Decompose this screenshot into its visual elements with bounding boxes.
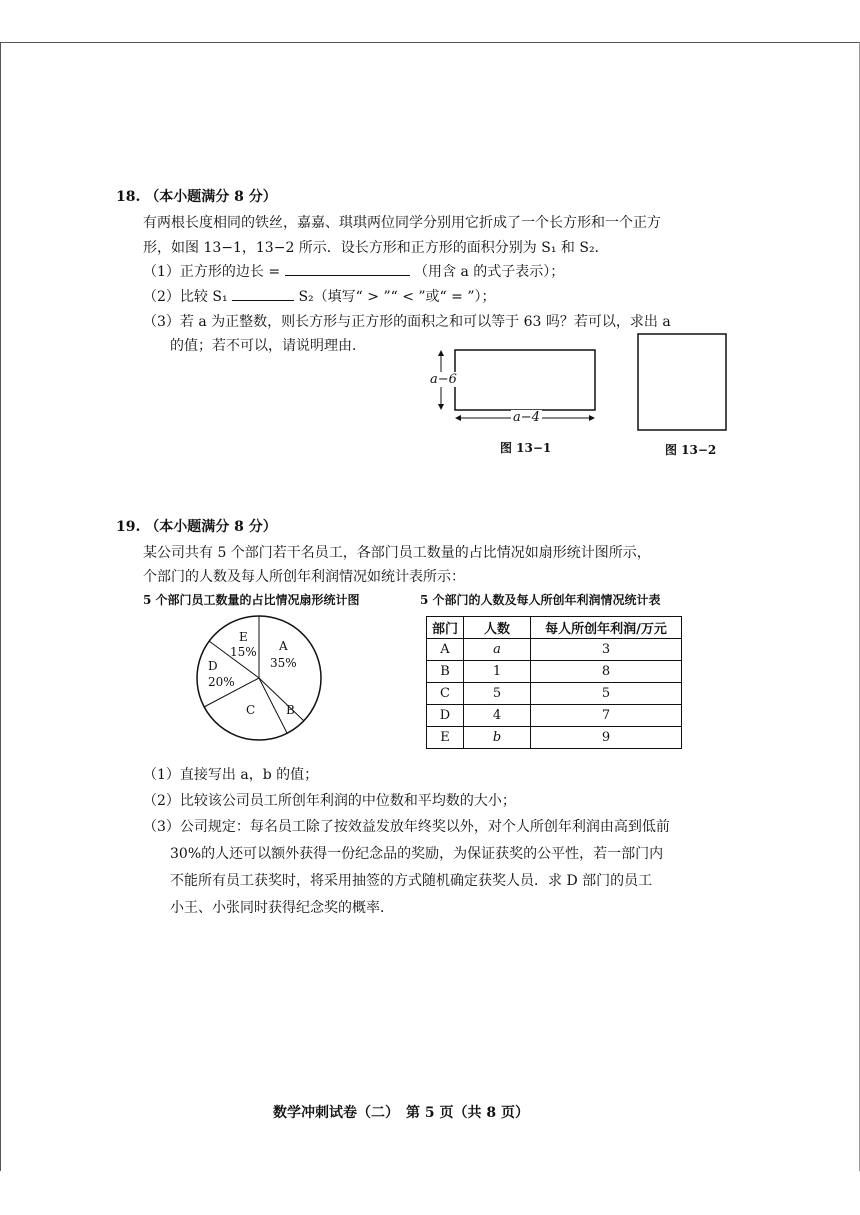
q18-points: （本小题满分 8 分） <box>145 189 277 205</box>
pie-slice-b: B <box>286 703 295 717</box>
q19-part3-line4: 小王、小张同时获得纪念奖的概率． <box>170 900 394 916</box>
table-cell: 5 <box>464 683 531 705</box>
table-cell: b <box>464 727 531 749</box>
q18-part1-text: （1）正方形的边长 = <box>143 264 281 280</box>
table-cell: E <box>427 727 464 749</box>
pie-divider-ab <box>259 678 304 721</box>
q19-part3-line1: （3）公司规定：每名员工除了按效益发放年终奖以外，对个人所创年利润由高到低前 <box>143 819 670 835</box>
table-cell: 9 <box>531 727 682 749</box>
table-cell: C <box>427 683 464 705</box>
pie-slice-d-pct: 20% <box>208 675 235 689</box>
pie-slice-a-name: A <box>279 639 288 653</box>
q19-points: （本小题满分 8 分） <box>145 519 277 535</box>
q18-part1-hint: （用含 a 的式子表示）； <box>414 264 565 280</box>
q18-part3-line1: （3）若 a 为正整数，则长方形与正方形的面积之和可以等于 63 吗？若可以，求出 a <box>143 314 671 330</box>
table-cell: 7 <box>531 705 682 727</box>
q18-part1 <box>143 261 564 281</box>
q18-part2-answer-blank[interactable] <box>232 286 294 301</box>
q18-part3-line2: 的值；若不可以，请说明理由． <box>170 338 366 354</box>
q18-intro-line1: 有两根长度相同的铁丝，嘉嘉、琪琪两位同学分别用它折成了一个长方形和一个正方 <box>143 215 661 231</box>
q18-header <box>116 186 277 206</box>
fig1-caption: 图 13−1 <box>500 441 552 455</box>
q18-intro-line2: 形，如图 13−1，13−2 所示．设长方形和正方形的面积分别为 S₁ 和 S₂． <box>143 240 609 256</box>
pie-slice-c: C <box>246 703 256 717</box>
table-header-profit: 每人所创年利润/万元 <box>531 617 682 639</box>
q18-part2-hint: S₂（填写“ > ”“ < ”或“ = ”）； <box>298 289 496 305</box>
table-cell: 1 <box>464 661 531 683</box>
pie-slice-d-name: D <box>208 659 218 673</box>
pie-slice-e-pct: 15% <box>230 645 257 659</box>
table-row <box>427 727 682 749</box>
table-cell: 3 <box>531 639 682 661</box>
table-cell: 8 <box>531 661 682 683</box>
q18-part2-text: （2）比较 S₁ <box>143 289 228 305</box>
table-row <box>427 705 682 727</box>
fig1-height-label: a−6 <box>430 372 457 387</box>
q19-part2: （2）比较该公司员工所创年利润的中位数和平均数的大小； <box>143 793 516 809</box>
table-row <box>427 661 682 683</box>
table-header-dept: 部门 <box>427 617 464 639</box>
table-title: 5 个部门的人数及每人所创年利润情况统计表 <box>420 593 661 607</box>
q19-number: 19. <box>116 519 141 535</box>
square-shape <box>638 334 726 430</box>
rectangle-shape <box>455 350 595 410</box>
pie-slice-a-pct: 35% <box>270 656 297 670</box>
table-cell: 5 <box>531 683 682 705</box>
q18-number: 18. <box>116 189 141 205</box>
stats-table <box>426 616 682 749</box>
pie-slice-a <box>270 638 297 672</box>
fig1-width-label: a−4 <box>513 410 540 425</box>
q19-header <box>116 516 277 536</box>
pie-slice-d <box>208 658 235 690</box>
page-footer: 数学冲刺试卷（二） 第 5 页（共 8 页） <box>273 1105 529 1121</box>
pie-slice-e-name: E <box>238 630 248 644</box>
pie-chart-title: 5 个部门员工数量的占比情况扇形统计图 <box>143 593 360 607</box>
q19-part3-line2: 30%的人还可以额外获得一份纪念品的奖励，为保证获奖的公平性，若一部门内 <box>170 846 664 862</box>
table-cell: D <box>427 705 464 727</box>
table-row <box>427 683 682 705</box>
q18-part1-answer-blank[interactable] <box>285 261 410 276</box>
pie-divider-bc <box>259 678 287 733</box>
table-header-row <box>427 617 682 639</box>
pie-slice-e <box>230 630 257 660</box>
table-cell: a <box>464 639 531 661</box>
q19-part1: （1）直接写出 a，b 的值； <box>143 767 319 783</box>
table-cell: 4 <box>464 705 531 727</box>
table-row <box>427 639 682 661</box>
q19-part3-line3: 不能所有员工获奖时，将采用抽签的方式随机确定获奖人员．求 D 部门的员工 <box>170 873 653 889</box>
table-cell: A <box>427 639 464 661</box>
fig2-caption: 图 13−2 <box>665 443 717 457</box>
q18-part2 <box>143 286 496 306</box>
table-header-count: 人数 <box>464 617 531 639</box>
table-cell: B <box>427 661 464 683</box>
figure-13-2 <box>635 330 730 435</box>
q19-intro-line2: 个部门的人数及每人所创年利润情况如统计表所示： <box>143 569 465 585</box>
q19-intro-line1: 某公司共有 5 个部门若干名员工，各部门员工数量的占比情况如扇形统计图所示， <box>143 545 651 561</box>
